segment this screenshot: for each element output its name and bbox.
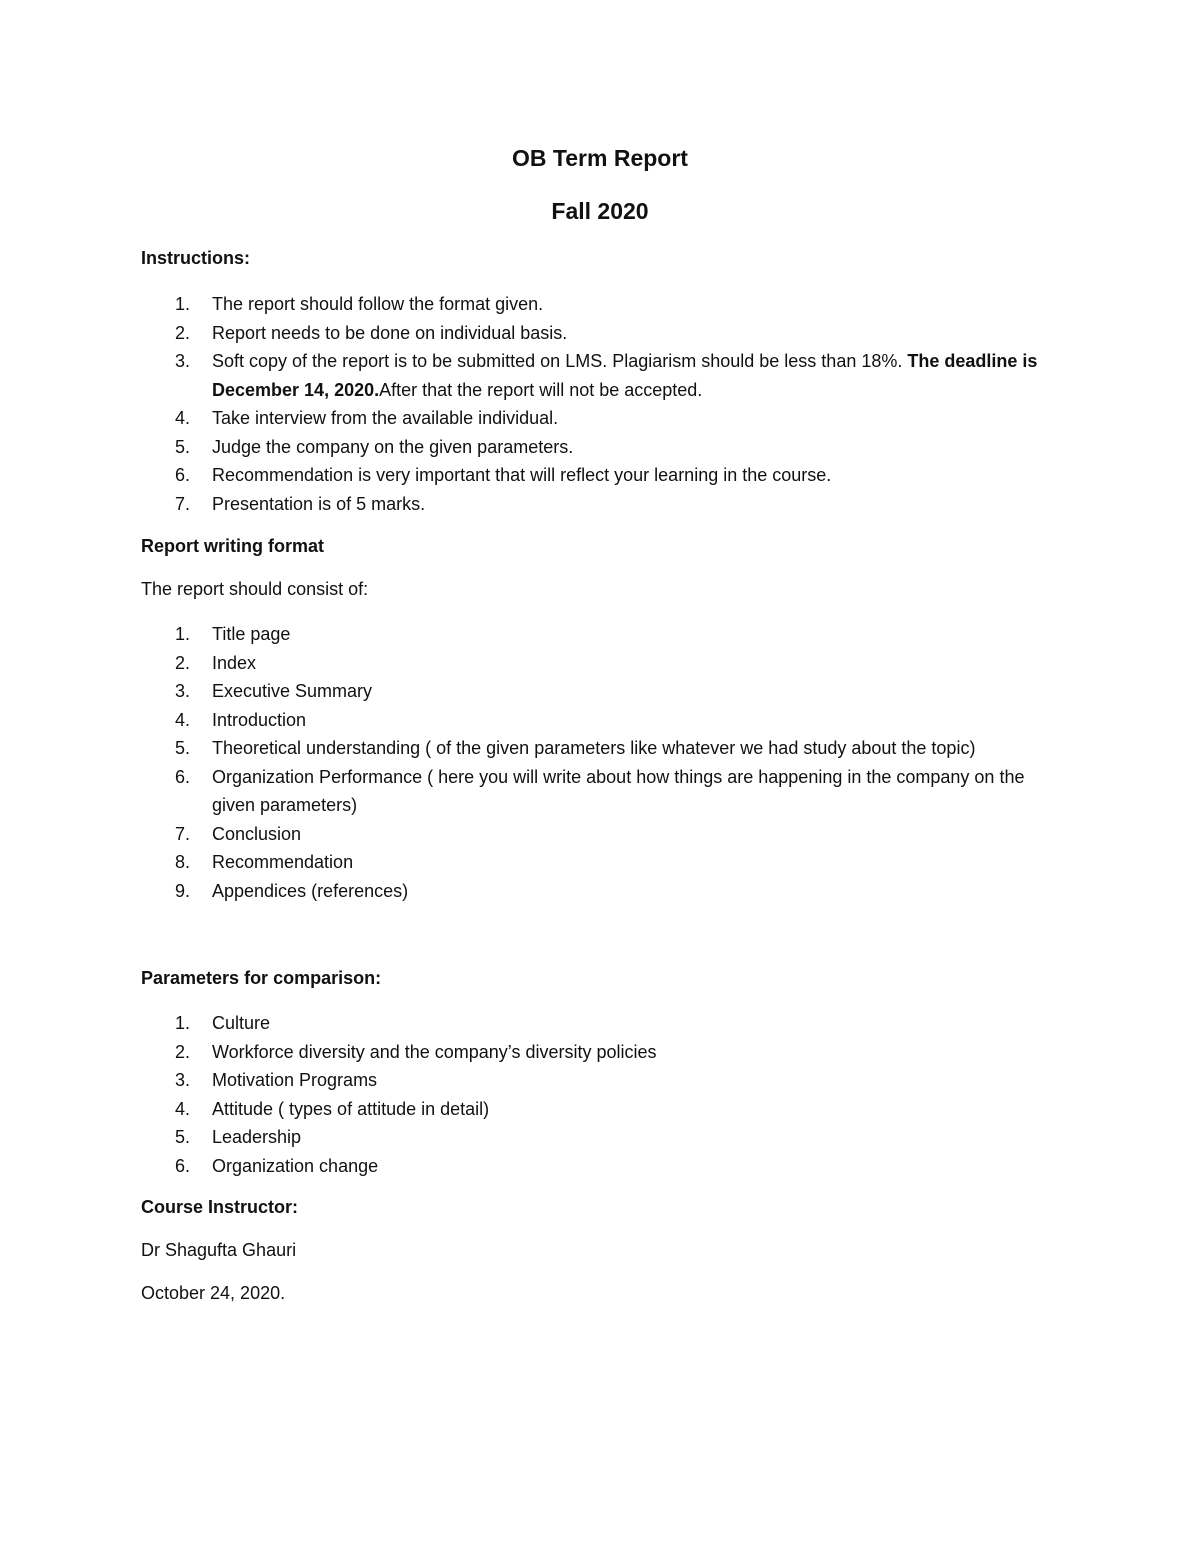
format-item bbox=[141, 649, 1061, 678]
parameter-item bbox=[141, 1095, 1061, 1124]
instruction-item bbox=[141, 433, 1061, 462]
parameter-item bbox=[141, 1009, 1061, 1038]
instruction-text-bold: The deadline is December 14, 2020. bbox=[212, 351, 1038, 400]
instruction-item bbox=[141, 461, 1061, 490]
list-number: 4. bbox=[175, 1098, 191, 1119]
instruction-text: Report needs to be done on individual basis. bbox=[212, 322, 568, 343]
list-number: 1. bbox=[175, 1013, 191, 1033]
format-item-text: Title page bbox=[212, 624, 291, 644]
list-number: 2. bbox=[175, 1041, 191, 1062]
list-number: 2. bbox=[175, 652, 191, 673]
instruction-text: Soft copy of the report is to be submitted on LMS. Plagiarism should be less than 18%. bbox=[212, 351, 908, 371]
list-number: 5. bbox=[175, 436, 191, 457]
instruction-text: Recommendation is very important that will reflect your learning in the course. bbox=[212, 465, 832, 485]
list-number: 6. bbox=[175, 465, 191, 485]
instruction-text: Judge the company on the given parameters. bbox=[212, 436, 574, 457]
document-date: October 24, 2020. bbox=[141, 1283, 286, 1303]
parameter-item-text: Leadership bbox=[212, 1127, 302, 1147]
document-subtitle: Fall 2020 bbox=[551, 198, 649, 224]
list-number: 6. bbox=[175, 1155, 191, 1176]
format-item bbox=[141, 820, 1061, 849]
format-item-text: Introduction bbox=[212, 709, 307, 730]
format-item-text: Index bbox=[212, 652, 257, 673]
format-item-text: Conclusion bbox=[212, 823, 302, 844]
format-item-text: Theoretical understanding ( of the given parameters like whatever we had study about the topic) bbox=[212, 738, 976, 758]
instruction-text: Presentation is of 5 marks. bbox=[212, 493, 426, 514]
instruction-item bbox=[141, 290, 1061, 319]
document-title: OB Term Report bbox=[512, 145, 688, 171]
list-number: 6. bbox=[175, 766, 191, 787]
list-number: 3. bbox=[175, 1070, 191, 1090]
format-item-text: Organization Performance ( here you will write about how things are happening in the company on the given parameters) bbox=[212, 766, 1025, 815]
format-item-text: Executive Summary bbox=[212, 681, 373, 701]
list-number: 9. bbox=[175, 880, 191, 901]
format-item bbox=[141, 734, 1061, 763]
instruction-text: Take interview from the available individual. bbox=[212, 408, 559, 428]
instructor-heading: Course Instructor: bbox=[141, 1197, 299, 1217]
parameter-item-text: Culture bbox=[212, 1013, 271, 1033]
list-number: 4. bbox=[175, 709, 191, 730]
list-number: 5. bbox=[175, 1127, 191, 1147]
format-item bbox=[141, 763, 1061, 820]
parameters-list bbox=[141, 1009, 1061, 1180]
parameters-heading: Parameters for comparison: bbox=[141, 968, 382, 988]
format-list bbox=[141, 620, 1061, 905]
list-number: 8. bbox=[175, 852, 191, 872]
parameter-item-text: Motivation Programs bbox=[212, 1070, 378, 1090]
parameter-item-text: Workforce diversity and the company’s diversity policies bbox=[212, 1041, 657, 1062]
instruction-item bbox=[141, 404, 1061, 433]
format-item bbox=[141, 877, 1061, 906]
list-number: 3. bbox=[175, 351, 191, 371]
instruction-item bbox=[141, 490, 1061, 519]
instructor-name: Dr Shagufta Ghauri bbox=[141, 1240, 297, 1260]
instruction-item bbox=[141, 347, 1061, 404]
list-number: 1. bbox=[175, 624, 191, 644]
format-item-text: Appendices (references) bbox=[212, 880, 409, 901]
format-item bbox=[141, 706, 1061, 735]
format-intro: The report should consist of: bbox=[141, 579, 369, 599]
list-number: 5. bbox=[175, 738, 191, 758]
instruction-text: After that the report will not be accepted. bbox=[379, 379, 703, 400]
list-number: 4. bbox=[175, 408, 191, 428]
list-number: 1. bbox=[175, 294, 191, 314]
format-heading: Report writing format bbox=[141, 536, 324, 556]
parameter-item-text: Organization change bbox=[212, 1155, 379, 1176]
parameter-item bbox=[141, 1152, 1061, 1181]
parameter-item bbox=[141, 1038, 1061, 1067]
parameter-item bbox=[141, 1123, 1061, 1152]
instruction-text: The report should follow the format given. bbox=[212, 294, 544, 314]
format-item-text: Recommendation bbox=[212, 852, 354, 872]
parameter-item-text: Attitude ( types of attitude in detail) bbox=[212, 1098, 490, 1119]
format-item bbox=[141, 848, 1061, 877]
instruction-item bbox=[141, 319, 1061, 348]
list-number: 7. bbox=[175, 823, 191, 844]
instructions-heading: Instructions: bbox=[141, 248, 251, 268]
format-item bbox=[141, 620, 1061, 649]
list-number: 2. bbox=[175, 322, 191, 343]
format-item bbox=[141, 677, 1061, 706]
parameter-item bbox=[141, 1066, 1061, 1095]
instructions-list bbox=[141, 290, 1061, 518]
list-number: 7. bbox=[175, 493, 191, 514]
list-number: 3. bbox=[175, 681, 191, 701]
